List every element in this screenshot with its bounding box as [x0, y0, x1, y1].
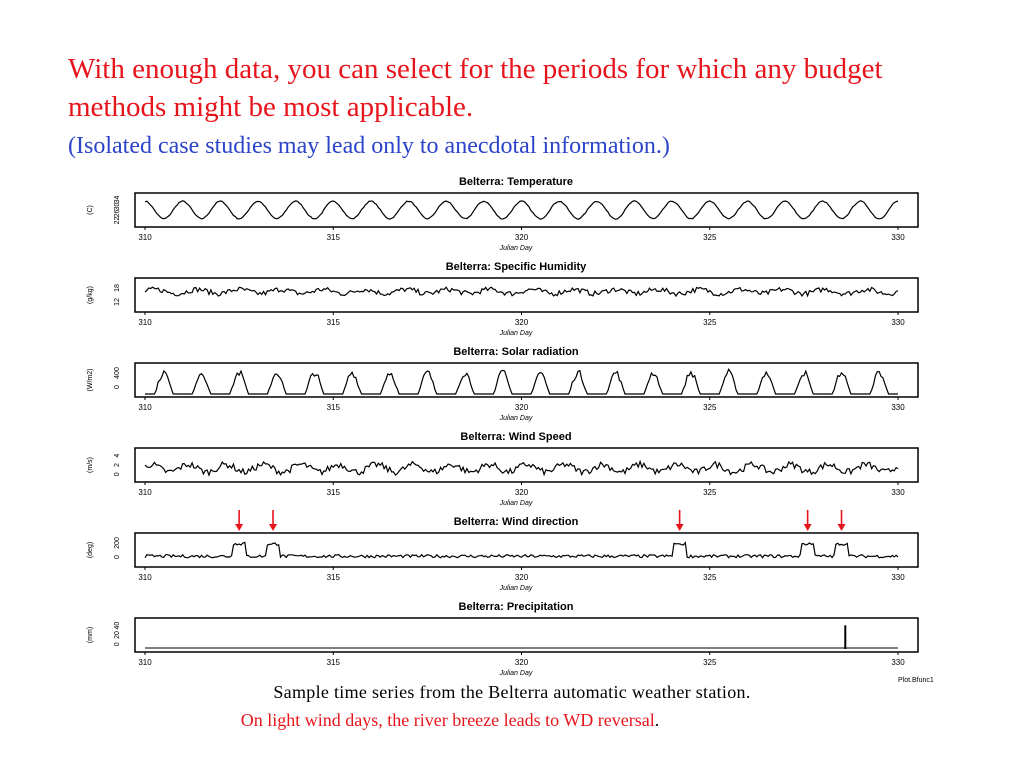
chart-1-x-tick-label: 330	[891, 233, 905, 242]
chart-6-title: Belterra: Precipitation	[458, 601, 574, 613]
chart-1-series-line	[145, 201, 898, 220]
chart-5-x-tick-label: 315	[326, 573, 340, 582]
chart-6-y-tick-label: 40	[114, 621, 121, 630]
chart-3-x-tick-label: 325	[703, 403, 717, 412]
chart-6-y-label: (mm)	[87, 626, 94, 644]
chart-6-x-tick-label: 330	[891, 658, 905, 667]
chart-4-x-tick-label: 325	[703, 488, 717, 497]
reversal-arrow-head	[269, 524, 277, 531]
chart-1-y-tick-label: 26	[114, 209, 121, 218]
chart-3-series-line	[145, 369, 898, 394]
chart-1-x-tick-label: 310	[138, 233, 152, 242]
slide-subheading: (Isolated case studies may lead only to anecdotal information.)	[68, 133, 670, 159]
river-breeze-note	[0, 710, 962, 731]
chart-3-y-tick-label: 400	[114, 367, 121, 379]
chart-2-y-tick-label: 18	[114, 284, 121, 292]
chart-3-x-label: Julian Day	[499, 415, 533, 422]
chart-2-x-tick-label: 315	[326, 318, 340, 327]
chart-3-x-tick-label: 320	[514, 403, 529, 412]
chart-3-y-label: (W/m2)	[87, 368, 94, 392]
chart-2-x-tick-label: 325	[703, 318, 717, 327]
reversal-arrow-head	[676, 524, 684, 531]
chart-1-title: Belterra: Temperature	[458, 176, 574, 188]
chart-2-y-tick-label: 12	[114, 298, 121, 306]
chart-5-title: Belterra: Wind direction	[453, 516, 579, 528]
chart-3-title: Belterra: Solar radiation	[453, 346, 579, 358]
chart-2-x-tick-label: 320	[514, 318, 529, 327]
chart-1-frame	[135, 193, 918, 227]
chart-5-x-tick-label: 330	[891, 573, 905, 582]
chart-2-title: Belterra: Specific Humidity	[445, 261, 587, 273]
chart-2-frame	[135, 278, 918, 312]
chart-5-series-line	[145, 542, 898, 557]
chart-1-x-tick-label: 325	[703, 233, 717, 242]
figure-caption: Sample time series from the Belterra automatic weather station.	[273, 682, 751, 702]
chart-5-y-tick-label: 200	[114, 537, 121, 549]
chart-6-y-tick-label: 0	[114, 642, 121, 647]
chart-1-y-tick-label: 22	[114, 216, 121, 225]
chart-4-x-tick-label: 310	[138, 488, 152, 497]
chart-5-x-label: Julian Day	[499, 585, 533, 592]
plot-tag: Plot.Bfunc1	[898, 677, 934, 684]
slide-heading: With enough data, you can select for the periods for which any budget methods might be most applicable.	[68, 53, 883, 123]
chart-2-y-label: (g/kg)	[87, 286, 94, 304]
chart-4-x-label: Julian Day	[499, 500, 533, 507]
chart-3-y-tick-label: 0	[114, 385, 121, 389]
chart-4-frame	[135, 448, 918, 482]
chart-3-x-tick-label: 330	[891, 403, 905, 412]
chart-1-y-label: (C)	[87, 205, 94, 215]
river-breeze-note-period: .	[654, 710, 660, 730]
chart-4-y-tick-label: 0	[114, 472, 121, 477]
chart-4-y-tick-label: 2	[114, 463, 121, 467]
chart-6-y-tick-label: 20	[114, 631, 121, 639]
chart-1-x-tick-label: 315	[326, 233, 340, 242]
chart-2-x-tick-label: 330	[891, 318, 905, 327]
chart-4-series-line	[145, 462, 898, 476]
chart-5-y-label: (deg)	[87, 541, 94, 559]
reversal-arrow-head	[804, 524, 812, 531]
chart-4-x-tick-label: 330	[891, 488, 905, 497]
chart-4-x-tick-label: 320	[514, 488, 529, 497]
chart-3-x-tick-label: 310	[138, 403, 152, 412]
chart-6-x-tick-label: 325	[703, 658, 717, 667]
chart-4-y-label: (m/s)	[87, 457, 94, 473]
chart-4-x-tick-label: 315	[326, 488, 340, 497]
chart-4-y-tick-label: 4	[114, 453, 121, 458]
chart-3-x-tick-label: 315	[326, 403, 340, 412]
chart-6-x-tick-label: 320	[514, 658, 529, 667]
chart-5-x-tick-label: 320	[514, 573, 529, 582]
chart-2-x-tick-label: 310	[138, 318, 152, 327]
chart-6-frame	[135, 618, 918, 652]
chart-2-series-line	[145, 287, 898, 296]
chart-2-x-label: Julian Day	[499, 330, 533, 337]
chart-1-x-tick-label: 320	[514, 233, 529, 242]
chart-1-x-label: Julian Day	[499, 245, 533, 252]
chart-5-y-tick-label: 0	[114, 555, 121, 559]
chart-5-x-tick-label: 325	[703, 573, 717, 582]
chart-6-x-tick-label: 310	[138, 658, 152, 667]
river-breeze-note-text: On light wind days, the river breeze leads to WD reversal	[240, 710, 655, 730]
chart-6-x-label: Julian Day	[499, 670, 533, 677]
reversal-arrow-head	[838, 524, 846, 531]
chart-5-x-tick-label: 310	[138, 573, 152, 582]
chart-1-y-tick-label: 34	[114, 195, 121, 204]
chart-1-y-tick-label: 30	[114, 202, 121, 211]
reversal-arrow-head	[235, 524, 243, 531]
chart-6-x-tick-label: 315	[326, 658, 340, 667]
chart-4-title: Belterra: Wind Speed	[460, 431, 572, 443]
